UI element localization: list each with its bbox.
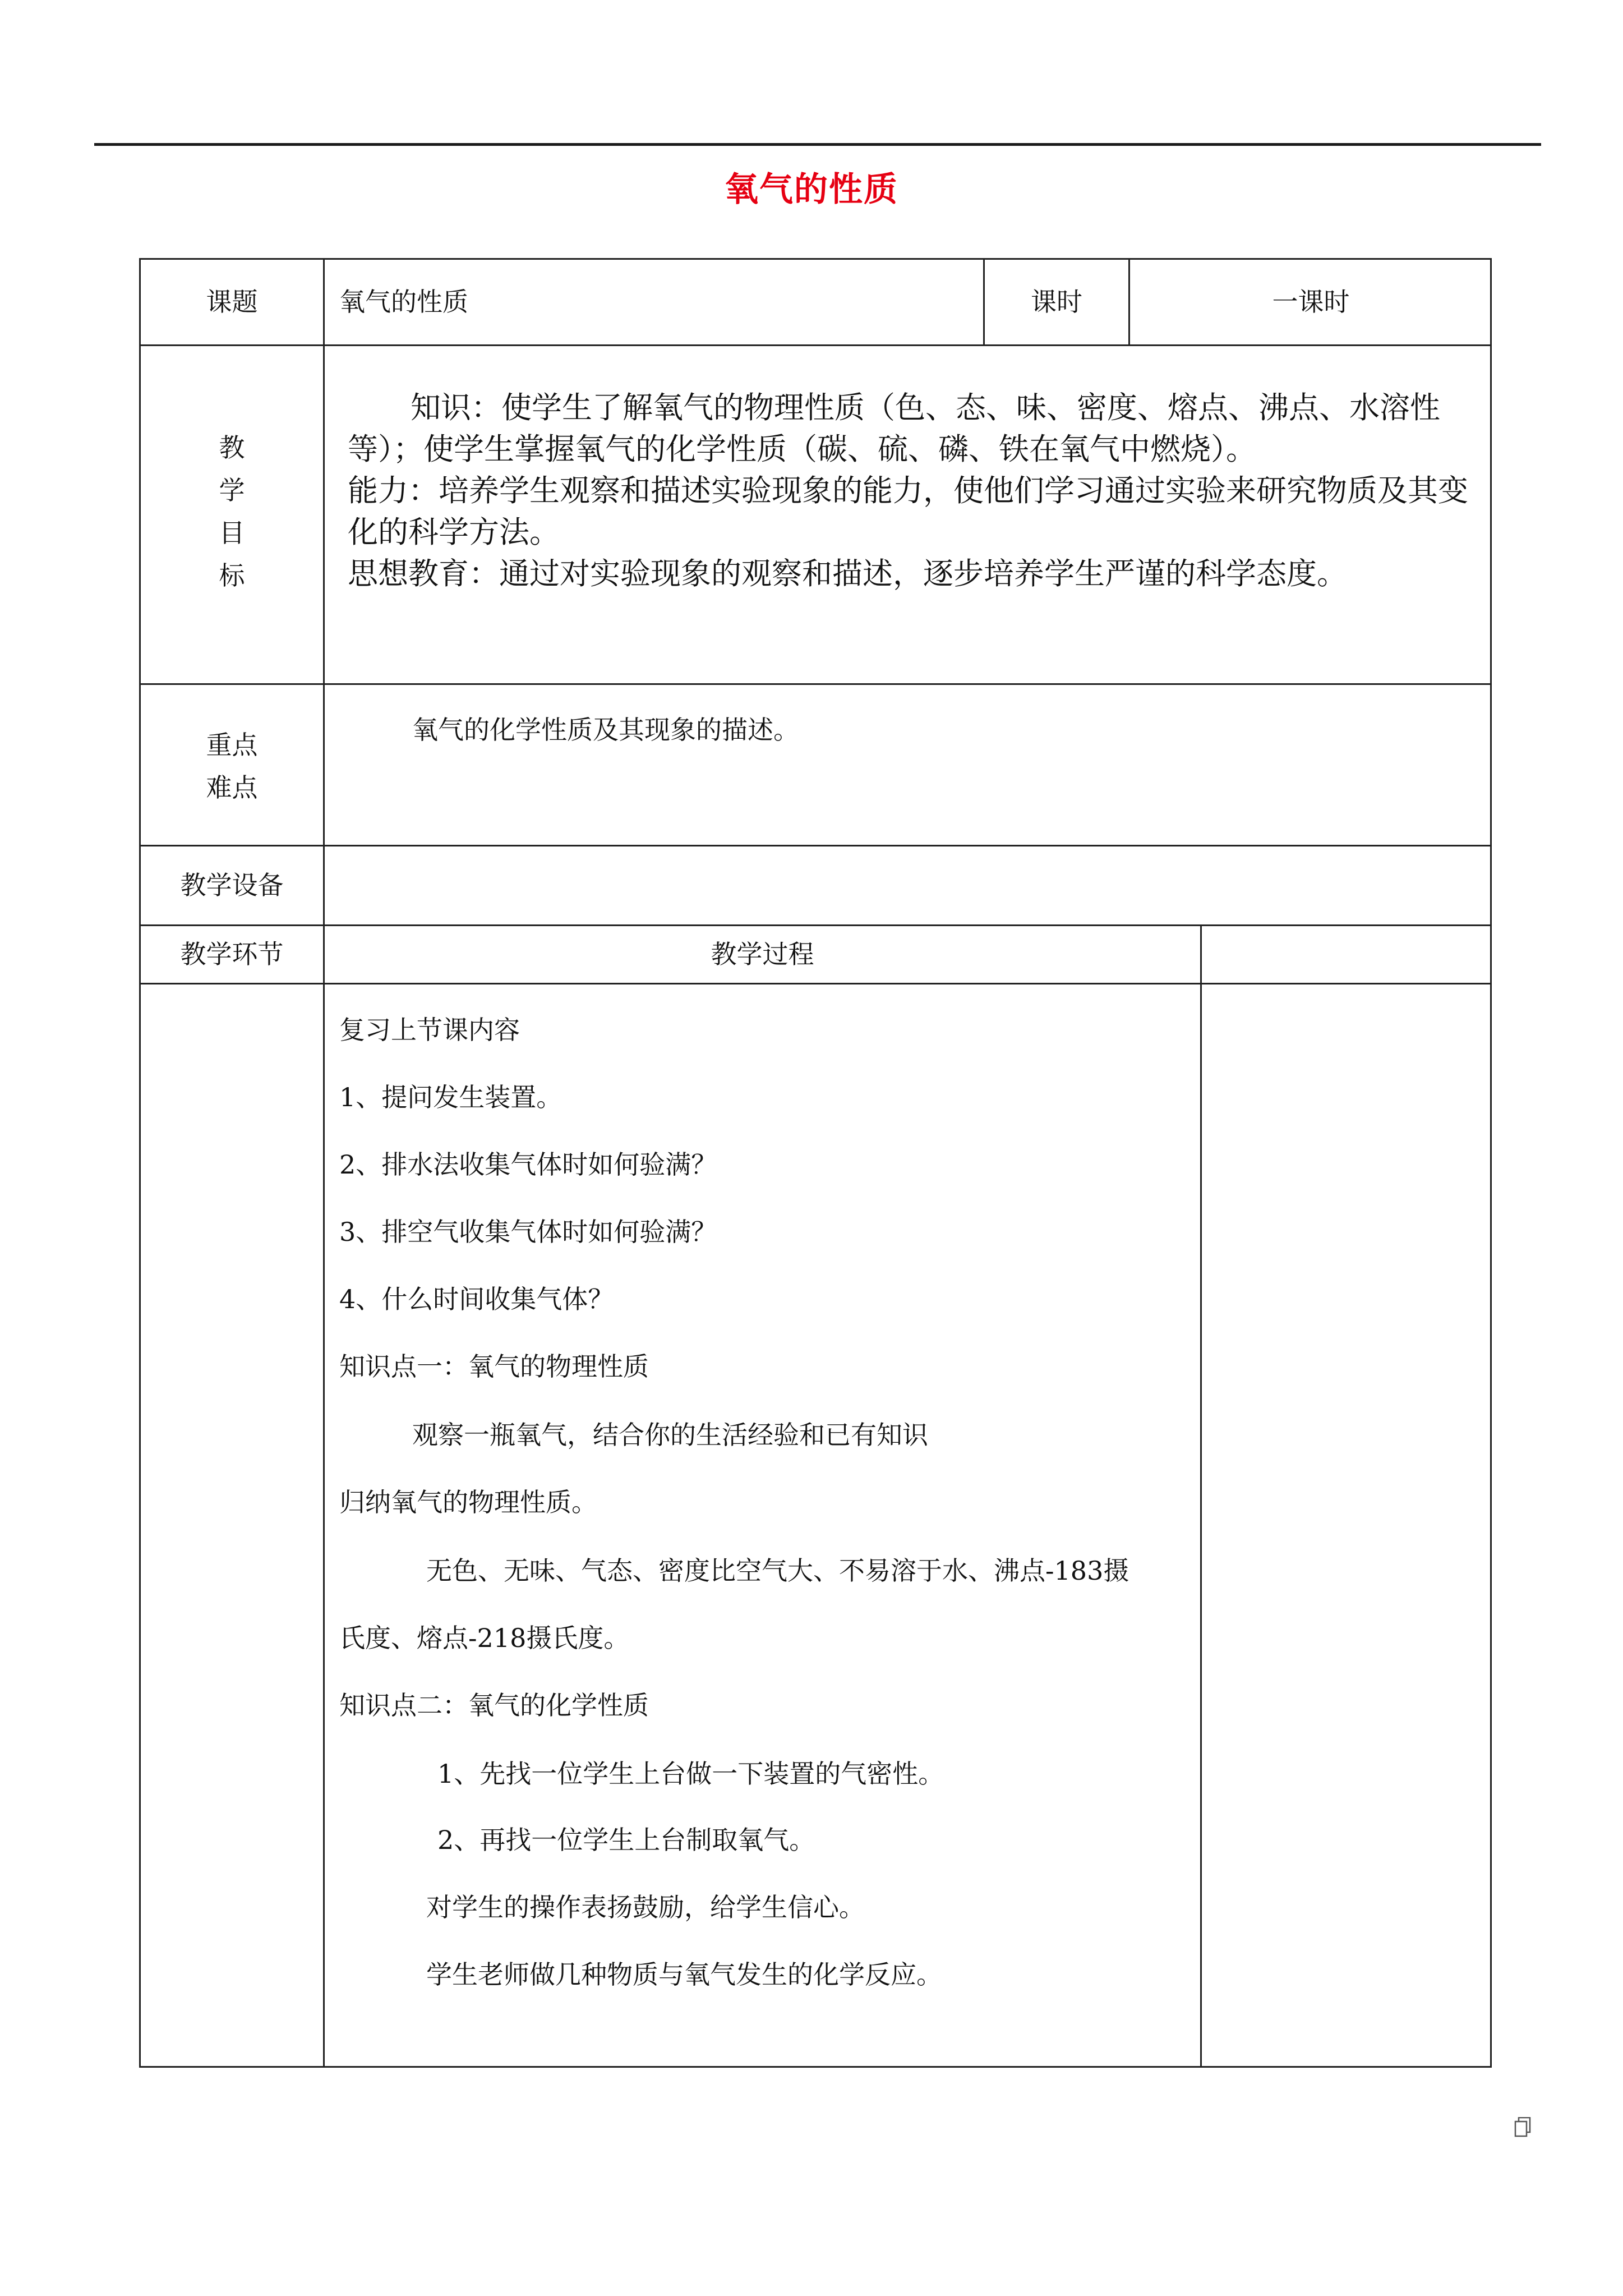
objective-ability: 能力：培养学生观察和描述实验现象的能力，使他们学习通过实验来研究物质及其变化的科学方法。 bbox=[348, 473, 1468, 550]
top-rule bbox=[94, 143, 1541, 146]
page-title: 氧气的性质 bbox=[725, 170, 898, 209]
process-line: 对学生的操作表扬鼓励，给学生信心。 bbox=[426, 1892, 865, 1922]
key-points-value: 氧气的化学性质及其现象的描述。 bbox=[412, 715, 799, 745]
subject-value: 氧气的性质 bbox=[339, 286, 468, 317]
key-label-line2: 难点 bbox=[206, 772, 258, 803]
objective-knowledge: 知识：使学生了解氧气的物理性质（色、态、味、密度、熔点、沸点、水溶性等）；使学生掌握氧气的化学性质（碳、硫、磷、铁在氧气中燃烧）。 bbox=[348, 390, 1440, 467]
process-line: 无色、无味、气态、密度比空气大、不易溶于水、沸点-183摄 bbox=[426, 1556, 1129, 1586]
objectives-label-char: 标 bbox=[219, 560, 245, 591]
column-divider bbox=[1200, 924, 1202, 2068]
period-label: 课时 bbox=[1031, 286, 1082, 317]
process-line: 1、提问发生装置。 bbox=[339, 1082, 562, 1112]
subject-label: 课题 bbox=[206, 286, 258, 317]
process-line: 2、再找一位学生上台制取氧气。 bbox=[437, 1825, 815, 1855]
row-divider bbox=[139, 683, 1492, 685]
process-line: 学生老师做几种物质与氧气发生的化学反应。 bbox=[426, 1959, 942, 1990]
process-line: 2、排水法收集气体时如何验满？ bbox=[339, 1149, 717, 1180]
objectives-label-char: 教 bbox=[219, 432, 245, 463]
stage-label: 教学环节 bbox=[180, 938, 284, 969]
row-divider bbox=[139, 344, 1492, 346]
process-line: 观察一瓶氧气，结合你的生活经验和已有知识 bbox=[412, 1420, 928, 1450]
process-label: 教学过程 bbox=[711, 938, 814, 969]
objectives-label-char: 目 bbox=[219, 518, 245, 548]
period-value: 一课时 bbox=[1272, 286, 1350, 317]
equipment-value bbox=[325, 846, 1490, 924]
process-line: 归纳氧气的物理性质。 bbox=[339, 1487, 597, 1517]
equipment-label: 教学设备 bbox=[180, 869, 284, 900]
process-line: 知识点一：氧气的物理性质 bbox=[339, 1351, 649, 1382]
process-line: 1、先找一位学生上台做一下装置的气密性。 bbox=[437, 1759, 944, 1789]
objectives-label bbox=[141, 426, 323, 597]
process-line: 4、什么时间收集气体？ bbox=[339, 1284, 614, 1314]
process-line: 知识点二：氧气的化学性质 bbox=[339, 1690, 649, 1720]
copy-icon[interactable] bbox=[1514, 2117, 1531, 2137]
key-label-line1: 重点 bbox=[206, 730, 258, 760]
process-line: 复习上节课内容 bbox=[339, 1015, 520, 1045]
key-points-label bbox=[141, 724, 323, 809]
column-divider bbox=[323, 258, 325, 2068]
row-divider bbox=[139, 983, 1492, 984]
objectives-text bbox=[348, 387, 1481, 595]
objectives-label-char: 学 bbox=[219, 475, 245, 505]
process-line: 氏度、熔点-218摄氏度。 bbox=[339, 1623, 630, 1653]
process-line: 3、排空气收集气体时如何验满？ bbox=[339, 1217, 717, 1247]
objective-ideology: 思想教育：通过对实验现象的观察和描述，逐步培养学生严谨的科学态度。 bbox=[348, 556, 1347, 591]
